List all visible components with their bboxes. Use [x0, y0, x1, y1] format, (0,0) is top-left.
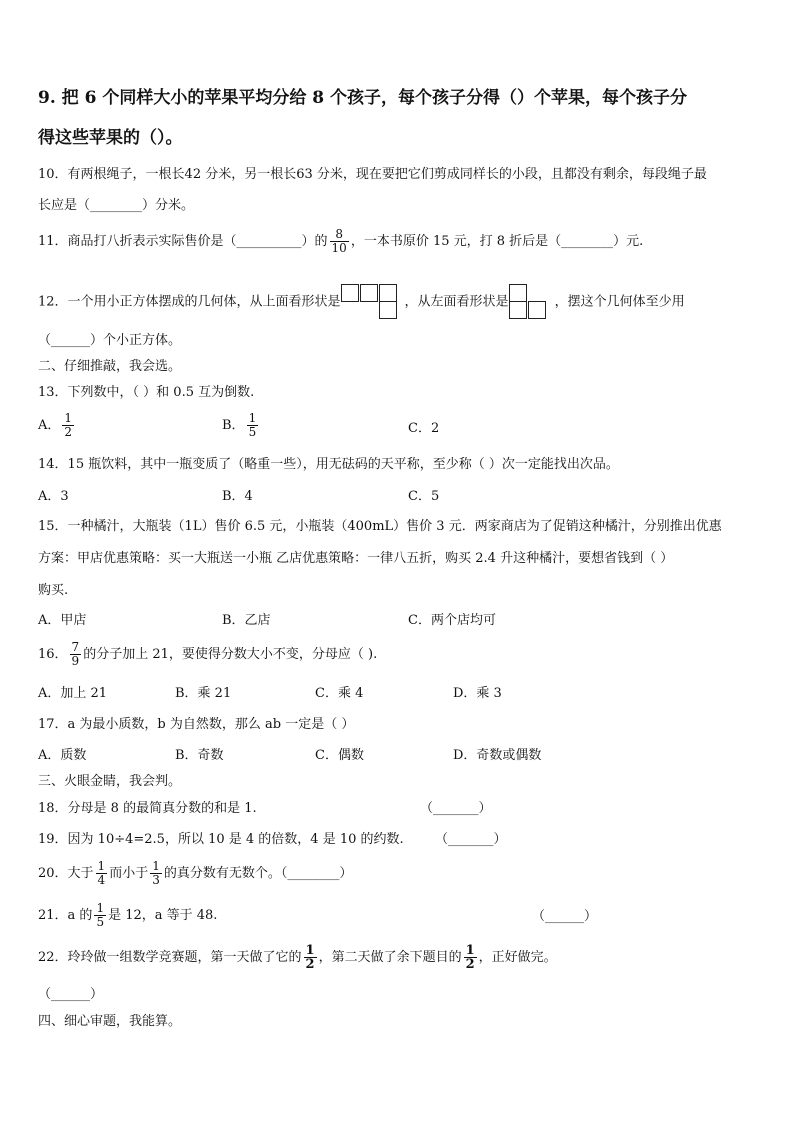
- q16-option-b: B．乘 21: [175, 686, 232, 701]
- q9-line1: 9. 把 6 个同样大小的苹果平均分给 8 个孩子，每个孩子分得（）个苹果，每个孩子分: [38, 88, 687, 108]
- q14-option-c: C．5: [408, 489, 440, 504]
- q17-option-d: D．奇数或偶数: [453, 748, 542, 763]
- q22: 22．玲玲做一组数学竞赛题，第一天做了它的 $\frac{1}{2}$ ，第二天做了余下题目的 $\frac{1}{2}$ ，正好做完。: [38, 943, 557, 972]
- q19-answer-blank[interactable]: （_______）: [435, 832, 507, 847]
- q11-post: ，一本书原价 15 元，打 8 折后是（________）元.: [350, 234, 644, 249]
- q11-pre: 11．商品打八折表示实际售价是（__________）的: [38, 234, 328, 249]
- q17-option-b: B．奇数: [175, 748, 224, 763]
- q12-post: ，摆这个几何体至少用: [554, 294, 685, 310]
- q18-answer-blank[interactable]: （_______）: [420, 801, 492, 816]
- q13-option-a: A． $\frac{1}{2}$: [38, 411, 73, 439]
- q15-line2: 方案：甲店优惠策略：买一大瓶送一小瓶 乙店优惠策略：一律八五折，购买 2.4 升这种橘汁，要想省钱到（ ）: [38, 551, 674, 566]
- q17-option-c: C．偶数: [315, 748, 364, 763]
- top-view-figure: [341, 284, 405, 320]
- q13-option-c: C．2: [408, 421, 440, 436]
- q14-option-b: B．4: [222, 489, 253, 504]
- left-view-figure: [509, 284, 555, 320]
- section-4-heading: 四、细心审题，我能算。: [38, 1014, 182, 1029]
- q12-line1: [38, 284, 685, 320]
- q16-option-a: A．加上 21: [38, 686, 108, 701]
- q15-option-c: C．两个店均可: [408, 613, 496, 628]
- q20-fraction-1: $\frac{1}{4}$: [97, 859, 106, 887]
- q12-mid: ，从左面看形状是: [404, 294, 509, 310]
- q15-line3: 购买.: [38, 583, 69, 598]
- q17-stem: 17．a 为最小质数，b 为自然数，那么 ab 一定是（ ）: [38, 717, 355, 732]
- q12-line2: （______）个小正方体。: [38, 333, 182, 348]
- q14-stem: 14．15 瓶饮料，其中一瓶变质了（略重一些），用无砝码的天平称，至少称（ ）次一定能找出次品。: [38, 457, 619, 472]
- q22-fraction-2: $\frac{1}{2}$: [465, 943, 475, 972]
- q21-fraction: $\frac{1}{5}$: [96, 901, 105, 929]
- q13-stem: 13．下列数中，（ ）和 0.5 互为倒数.: [38, 385, 255, 400]
- q13-option-b: B． $\frac{1}{5}$: [222, 411, 257, 439]
- q11: [38, 228, 643, 255]
- q10-line1: 10．有两根绳子，一根长42 分米，另一根长63 分米，现在要把它们剪成同样长的小段，且都没有剩余，每段绳子最: [38, 167, 707, 182]
- section-3-heading: 三、火眼金睛，我会判。: [38, 774, 182, 789]
- q11-fraction: $\frac{8}{10}$: [331, 227, 347, 255]
- section-2-heading: 二、仔细推敲，我会选。: [38, 359, 182, 374]
- q21: 21．a 的 $\frac{1}{5}$ 是 12，a 等于 48.: [38, 901, 218, 929]
- q12-pre: 12．一个用小正方体摆成的几何体，从上面看形状是: [38, 294, 341, 310]
- q15-option-a: A．甲店: [38, 613, 87, 628]
- q15-line1: 15．一种橘汁，大瓶装（1L）售价 6.5 元，小瓶装（400mL）售价 3 元．两家商店为了促销这种橘汁，分别推出优惠: [38, 519, 722, 534]
- q20-fraction-2: $\frac{1}{3}$: [152, 859, 160, 887]
- q9-line2: 得这些苹果的（）。: [38, 128, 183, 148]
- q16-option-d: D．乘 3: [453, 686, 502, 701]
- q16-fraction: $\frac{7}{9}$: [71, 640, 80, 668]
- q16: 16． $\frac{7}{9}$ 的分子加上 21，要使得分数大小不变，分母应（ ).: [38, 640, 378, 668]
- q15-option-b: B．乙店: [222, 613, 271, 628]
- q21-answer-blank[interactable]: （______）: [532, 909, 598, 924]
- q19-stem: 19．因为 10÷4=2.5，所以 10 是 4 的倍数，4 是 10 的约数.: [38, 832, 404, 847]
- q16-option-c: C．乘 4: [315, 686, 364, 701]
- q22-answer-blank[interactable]: （______）: [38, 987, 104, 1002]
- q22-fraction-1: $\frac{1}{2}$: [305, 943, 315, 972]
- q14-option-a: A．3: [38, 489, 69, 504]
- q17-option-a: A．质数: [38, 748, 87, 763]
- q10-line2: 长应是（________）分米。: [38, 198, 195, 213]
- q18-stem: 18．分母是 8 的最简真分数的和是 1.: [38, 801, 257, 816]
- q20: 20．大于 $\frac{1}{4}$ 而小于 $\frac{1}{3}$ 的真分数有无数个。（________）: [38, 859, 353, 887]
